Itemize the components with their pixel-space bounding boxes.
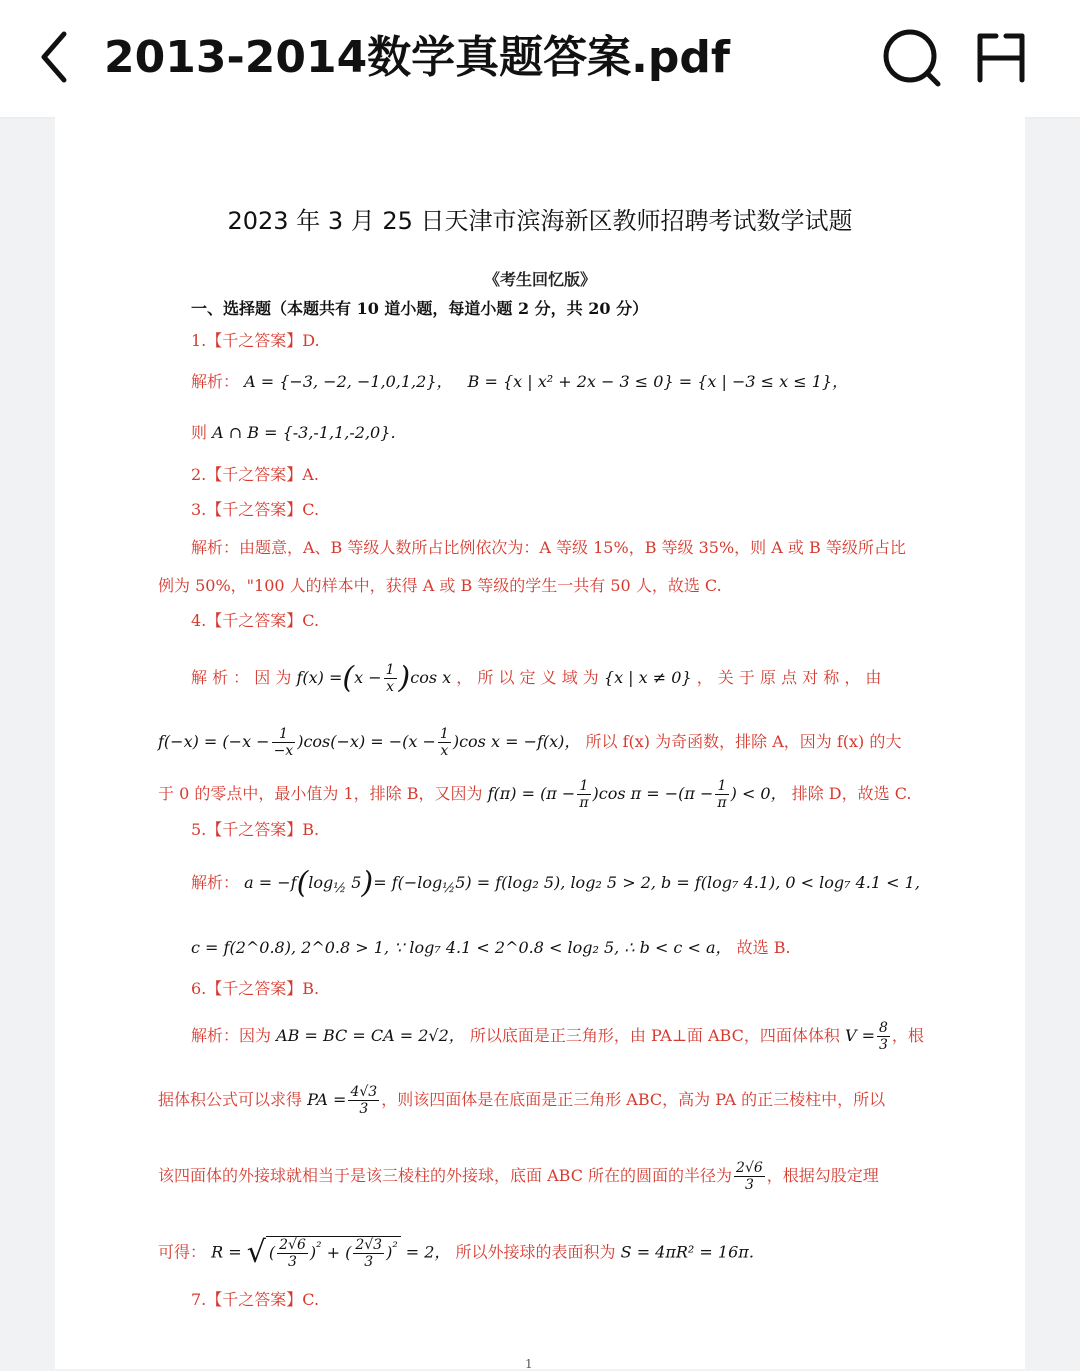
search-button[interactable]	[880, 26, 944, 90]
a-def: a = −f	[244, 873, 297, 892]
solution-6-text-a: 解析：因为	[191, 1026, 272, 1045]
solution-6-text-c: ，根	[891, 1026, 924, 1045]
solution-4-line-2	[158, 726, 901, 759]
set-a: A = {−3, −2, −1,0,1,2}，	[244, 372, 453, 391]
surface-area: S = 4πR² = 16π．	[620, 1242, 765, 1262]
solution-6-line-1	[191, 1020, 924, 1053]
solution-4-text-a: 解 析 ： 因 为	[191, 668, 292, 687]
log-text: log	[308, 873, 334, 892]
numerator: 2√6	[279, 1237, 306, 1253]
pdf-page[interactable]	[55, 117, 1025, 1369]
menu-icon	[970, 30, 1034, 86]
pa-def: PA =	[307, 1090, 347, 1109]
paren-close-2: )	[386, 1243, 393, 1262]
paren-open: (	[342, 660, 355, 696]
solution-4-text-b: ， 所 以 定 义 域 为	[456, 668, 599, 687]
paren-open-2: (	[345, 1243, 352, 1262]
solution-4-line-3	[158, 778, 911, 811]
radius-r: R =	[211, 1242, 242, 1262]
text-ze: 则	[191, 423, 208, 442]
fraction-1-over-pi-2	[715, 778, 728, 811]
sqrt-content	[266, 1236, 401, 1270]
fraction-1-over-negx	[272, 726, 296, 759]
five: 5	[351, 873, 362, 892]
solution-6-text-i: 所以外接球的表面积为	[455, 1242, 616, 1262]
solution-label: 解析：	[191, 372, 240, 391]
fraction-1-over-pi	[577, 778, 590, 811]
solution-4-text-c: ， 关 于 原 点 对 称 ， 由	[696, 668, 882, 687]
f-pi: f(π) = (π −	[487, 784, 576, 803]
paren-close: )	[309, 1243, 317, 1262]
choose-c-text: 排除 D，故选 C.	[791, 784, 912, 803]
f-neg-log: = f(−log	[373, 873, 443, 892]
plus: +	[326, 1243, 340, 1262]
volume-v: V =	[844, 1026, 875, 1045]
answer-7: 7.【千之答案】C.	[191, 1290, 320, 1309]
denominator: x	[386, 679, 395, 695]
fraction-2rt6-over-3-b	[277, 1237, 308, 1270]
solution-6-text-g: ，根据勾股定理	[766, 1166, 879, 1185]
fraction-8-over-3	[877, 1020, 890, 1053]
domain-set: {x | x ≠ 0}	[603, 668, 692, 687]
fraction-2rt6-over-3	[734, 1160, 765, 1193]
paren-close: )	[398, 660, 411, 696]
set-b: B = {x | x² + 2x − 3 ≤ 0} = {x | −3 ≤ x ≤ 1}，	[467, 372, 849, 391]
denominator: 3	[359, 1101, 369, 1117]
page-number: 1	[525, 1357, 533, 1371]
cos-pi: )cos π = −(π −	[592, 784, 714, 803]
paren-open: (	[296, 865, 309, 901]
cos-x: cos x	[410, 668, 452, 687]
sqrt-sign: √	[246, 1235, 266, 1270]
solution-label: 解析：	[191, 873, 240, 892]
numerator: 8	[878, 1020, 888, 1036]
answer-1: 1.【千之答案】D.	[191, 331, 320, 350]
back-button[interactable]	[32, 28, 80, 86]
odd-function-text: 所以 f(x) 为奇函数，排除 A，因为 f(x) 的大	[585, 732, 902, 751]
solution-6-line-4	[158, 1236, 765, 1270]
answer-4: 4.【千之答案】C.	[191, 611, 320, 630]
numerator: 1	[272, 726, 296, 743]
answer-6: 6.【千之答案】B.	[191, 979, 320, 998]
fx-def: f(x) =	[296, 668, 343, 687]
solution-3-line-1: 解析：由题意，A、B 等级人数所占比例依次为：A 等级 15%，B 等级 35%，则 A 或 B 等级所占比	[191, 538, 906, 557]
numerator: 1	[385, 662, 395, 678]
equals-two: = 2，	[405, 1242, 451, 1262]
search-icon	[880, 26, 944, 90]
denominator: π	[717, 795, 727, 811]
log-comparison: 5) = f(log₂ 5), log₂ 5 > 2, b = f(log₇ 4.1), 0 < log₇ 4.1 < 1,	[455, 873, 920, 892]
f-neg-x: f(−x) = (−x −	[158, 732, 270, 751]
solution-6-text-f: 该四面体的外接球就相当于是该三棱柱的外接球，底面 ABC 所在的圆面的半径为	[158, 1166, 733, 1185]
fraction-2rt3-over-3	[353, 1237, 384, 1270]
log-base-half: ½	[333, 881, 347, 897]
solution-6-text-h: 可得：	[158, 1242, 207, 1262]
cos-neg-x: )cos(−x) = −(x −	[297, 732, 436, 751]
solution-4-line-1	[191, 662, 881, 695]
fraction-4rt3-over-3	[348, 1084, 379, 1117]
solution-3-line-2: 例为 50%，"100 人的样本中，获得 A 或 B 等级的学生一共有 50 人，故选 C.	[158, 576, 722, 595]
fraction-1-over-x	[384, 662, 397, 695]
paren-close: )	[361, 865, 374, 901]
numerator: 2√6	[736, 1160, 763, 1176]
numerator: 1	[577, 778, 590, 795]
denominator: 3	[878, 1037, 888, 1053]
solution-6-line-2	[158, 1084, 885, 1117]
equal-sides: AB = BC = CA = 2√2，	[276, 1026, 465, 1045]
solution-6-text-b: 所以底面是正三角形，由 PA⊥面 ABC，四面体体积	[469, 1026, 840, 1045]
log-base-half-2: ½	[442, 881, 456, 897]
solution-6-text-e: ，则该四面体是在底面是正三角形 ABC，高为 PA 的正三棱柱中，所以	[381, 1090, 886, 1109]
less-than-zero: ) < 0，	[730, 784, 787, 803]
solution-6-line-3	[158, 1160, 879, 1193]
solution-5-line-1	[191, 865, 920, 901]
denominator: 3	[364, 1254, 374, 1270]
answer-2: 2.【千之答案】A.	[191, 465, 319, 484]
fraction-1-over-x-2	[438, 726, 451, 759]
denominator: 3	[744, 1177, 754, 1193]
answer-5: 5.【千之答案】B.	[191, 820, 320, 839]
denominator: x	[440, 743, 449, 759]
numerator: 2√3	[355, 1237, 383, 1253]
neg-fx: )cos x = −f(x)，	[452, 732, 581, 751]
square-2: ²	[392, 1240, 398, 1256]
document-title: 2013-2014数学真题答案.pdf	[104, 32, 731, 83]
chevron-left-icon	[32, 28, 80, 86]
zero-point-text: 于 0 的零点中，最小值为 1，排除 B，又因为	[158, 784, 483, 803]
denominator: −x	[273, 743, 294, 759]
x-minus: x −	[354, 668, 382, 687]
intersection: A ∩ B = {-3,-1,1,-2,0}．	[212, 423, 407, 442]
c-def: c = f(2^0.8), 2^0.8 > 1, ∵ log₇ 4.1 < 2^0.8 < log₂ 5, ∴ b < c < a，	[191, 938, 732, 957]
solution-1-line-1	[191, 371, 848, 393]
square: ²	[316, 1240, 322, 1256]
top-bar	[0, 0, 1080, 117]
exam-title: 2023 年 3 月 25 日天津市滨海新区教师招聘考试数学试题	[227, 207, 853, 235]
solution-6-text-d: 据体积公式可以求得	[158, 1090, 303, 1109]
denominator: 3	[288, 1254, 297, 1270]
numerator: 1	[715, 778, 728, 795]
solution-5-line-2	[191, 937, 791, 959]
exam-subtitle: 《考生回忆版》	[483, 270, 596, 289]
section-heading: 一、选择题（本题共有 10 道小题，每道小题 2 分，共 20 分）	[191, 299, 649, 318]
numerator: 4√3	[350, 1084, 378, 1100]
numerator: 1	[439, 726, 449, 742]
denominator: π	[579, 795, 589, 811]
choose-b-text: 故选 B.	[736, 938, 791, 957]
menu-button[interactable]	[970, 30, 1034, 86]
paren-open: (	[268, 1243, 276, 1262]
answer-3: 3.【千之答案】C.	[191, 500, 320, 519]
solution-1-line-2	[191, 422, 406, 444]
